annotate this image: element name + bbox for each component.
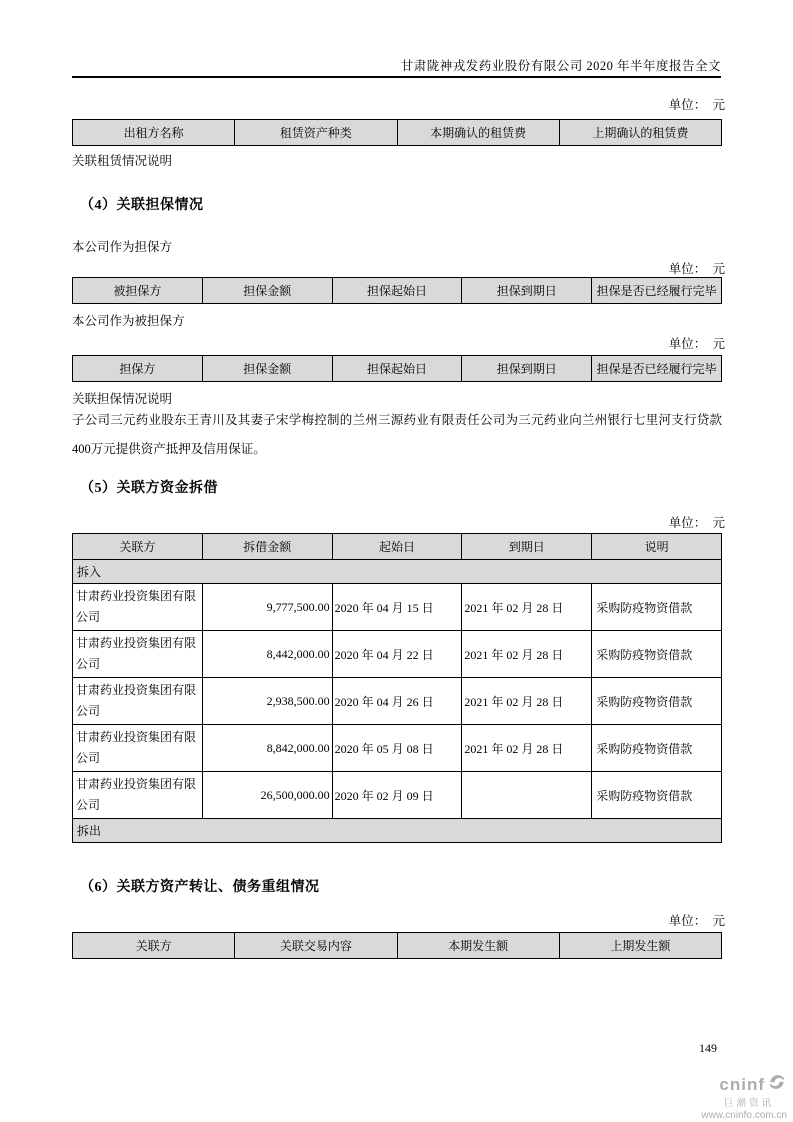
transfer-header-prior-amount: 上期发生额 (559, 933, 721, 959)
section-4-heading: （4）关联担保情况 (80, 198, 204, 213)
guarantor-header-start-date: 担保起始日 (332, 278, 462, 304)
cninfo-logo-chinese: 巨潮资讯 (723, 1099, 774, 1109)
borrowing-end-cell: 2021 年 02 月 28 日 (462, 725, 592, 772)
guarantor-table-header-row (73, 278, 722, 304)
borrowing-start-cell: 2020 年 04 月 26 日 (332, 678, 462, 725)
asset-transfer-header-row (73, 933, 722, 959)
borrowing-note-cell: 采购防疫物资借款 (592, 725, 722, 772)
lease-table (72, 119, 722, 146)
table-row (73, 678, 722, 725)
report-header-title: 甘肃陇神戎发药业股份有限公司 2020 年半年度报告全文 (400, 59, 721, 73)
guarantor-header-guaranteed-party: 被担保方 (73, 278, 203, 304)
guarantee-note-label: 关联担保情况说明 (72, 392, 173, 406)
guaranteed-header-fulfilled: 担保是否已经履行完毕 (592, 356, 722, 382)
borrowing-start-cell: 2020 年 05 月 08 日 (332, 725, 462, 772)
table-row (73, 772, 722, 819)
borrow-in-group-row (73, 560, 722, 584)
table-row (73, 631, 722, 678)
borrow-out-group-row (73, 819, 722, 843)
lease-header-asset-type: 租赁资产种类 (235, 120, 397, 146)
lease-table-header-row (73, 120, 722, 146)
as-guaranteed-label: 本公司作为被担保方 (72, 314, 185, 328)
borrowing-party-cell: 甘肃药业投资集团有限公司 (73, 725, 203, 772)
unit-label: 单位： 元 (668, 337, 725, 351)
borrowing-party-cell: 甘肃药业投资集团有限公司 (73, 631, 203, 678)
lease-header-prior-fee: 上期确认的租赁费 (559, 120, 721, 146)
unit-label: 单位： 元 (668, 262, 725, 276)
lease-note-label: 关联租赁情况说明 (72, 154, 173, 168)
unit-label: 单位： 元 (668, 516, 725, 530)
unit-label: 单位： 元 (668, 98, 725, 112)
borrowing-note-cell: 采购防疫物资借款 (592, 631, 722, 678)
borrowing-party-cell: 甘肃药业投资集团有限公司 (73, 678, 203, 725)
borrowing-amount-cell: 9,777,500.00 (202, 584, 332, 631)
borrowing-amount-cell: 8,442,000.00 (202, 631, 332, 678)
table-row (73, 725, 722, 772)
guarantor-table (72, 277, 722, 304)
guarantor-header-amount: 担保金额 (202, 278, 332, 304)
cninfo-swirl-icon (767, 1072, 787, 1097)
guarantor-header-end-date: 担保到期日 (462, 278, 592, 304)
guaranteed-header-end-date: 担保到期日 (462, 356, 592, 382)
transfer-header-related-party: 关联方 (73, 933, 235, 959)
borrowing-start-cell: 2020 年 04 月 22 日 (332, 631, 462, 678)
borrowing-start-cell: 2020 年 04 月 15 日 (332, 584, 462, 631)
borrowing-header-related-party: 关联方 (73, 534, 203, 560)
borrowing-amount-cell: 26,500,000.00 (202, 772, 332, 819)
guaranteed-table-header-row (73, 356, 722, 382)
borrowing-note-cell: 采购防疫物资借款 (592, 584, 722, 631)
transfer-header-content: 关联交易内容 (235, 933, 397, 959)
as-guarantor-label: 本公司作为担保方 (72, 240, 173, 254)
borrowing-party-cell: 甘肃药业投资集团有限公司 (73, 772, 203, 819)
lease-header-lessor: 出租方名称 (73, 120, 235, 146)
borrowing-amount-cell: 8,842,000.00 (202, 725, 332, 772)
guaranteed-header-start-date: 担保起始日 (332, 356, 462, 382)
borrowing-header-end-date: 到期日 (462, 534, 592, 560)
cninfo-logo-text: cninf (719, 1074, 765, 1094)
borrowing-end-cell: 2021 年 02 月 28 日 (462, 631, 592, 678)
borrowing-header-note: 说明 (592, 534, 722, 560)
table-row (73, 584, 722, 631)
header-rule (72, 76, 721, 78)
borrowing-end-cell: 2021 年 02 月 28 日 (462, 584, 592, 631)
lease-header-current-fee: 本期确认的租赁费 (397, 120, 559, 146)
asset-transfer-table (72, 932, 722, 959)
borrow-in-label: 拆入 (73, 560, 722, 584)
guaranteed-header-amount: 担保金额 (202, 356, 332, 382)
page-number: 149 (699, 1041, 717, 1055)
fund-borrowing-header-row (73, 534, 722, 560)
borrowing-amount-cell: 2,938,500.00 (202, 678, 332, 725)
cninfo-logo (657, 1072, 787, 1121)
section-5-heading: （5）关联方资金拆借 (80, 481, 218, 496)
borrowing-note-cell: 采购防疫物资借款 (592, 772, 722, 819)
borrowing-party-cell: 甘肃药业投资集团有限公司 (73, 584, 203, 631)
fund-borrowing-table (72, 533, 722, 843)
guarantee-note-text: 子公司三元药业股东王青川及其妻子宋学梅控制的兰州三源药业有限责任公司为三元药业向兰州银行七里河支行贷款400万元提供资产抵押及信用保证。 (72, 413, 722, 456)
guarantor-header-fulfilled: 担保是否已经履行完毕 (592, 278, 722, 304)
borrowing-note-cell: 采购防疫物资借款 (592, 678, 722, 725)
borrowing-start-cell: 2020 年 02 月 09 日 (332, 772, 462, 819)
cninfo-logo-url: www.cninfo.com.cn (701, 1110, 787, 1121)
guaranteed-table (72, 355, 722, 382)
borrowing-end-cell (462, 772, 592, 819)
borrowing-header-amount: 拆借金额 (202, 534, 332, 560)
borrowing-header-start-date: 起始日 (332, 534, 462, 560)
borrow-out-label: 拆出 (73, 819, 722, 843)
transfer-header-current-amount: 本期发生额 (397, 933, 559, 959)
section-6-heading: （6）关联方资产转让、债务重组情况 (80, 880, 320, 895)
borrowing-end-cell: 2021 年 02 月 28 日 (462, 678, 592, 725)
unit-label: 单位： 元 (668, 914, 725, 928)
guaranteed-header-guarantor: 担保方 (73, 356, 203, 382)
